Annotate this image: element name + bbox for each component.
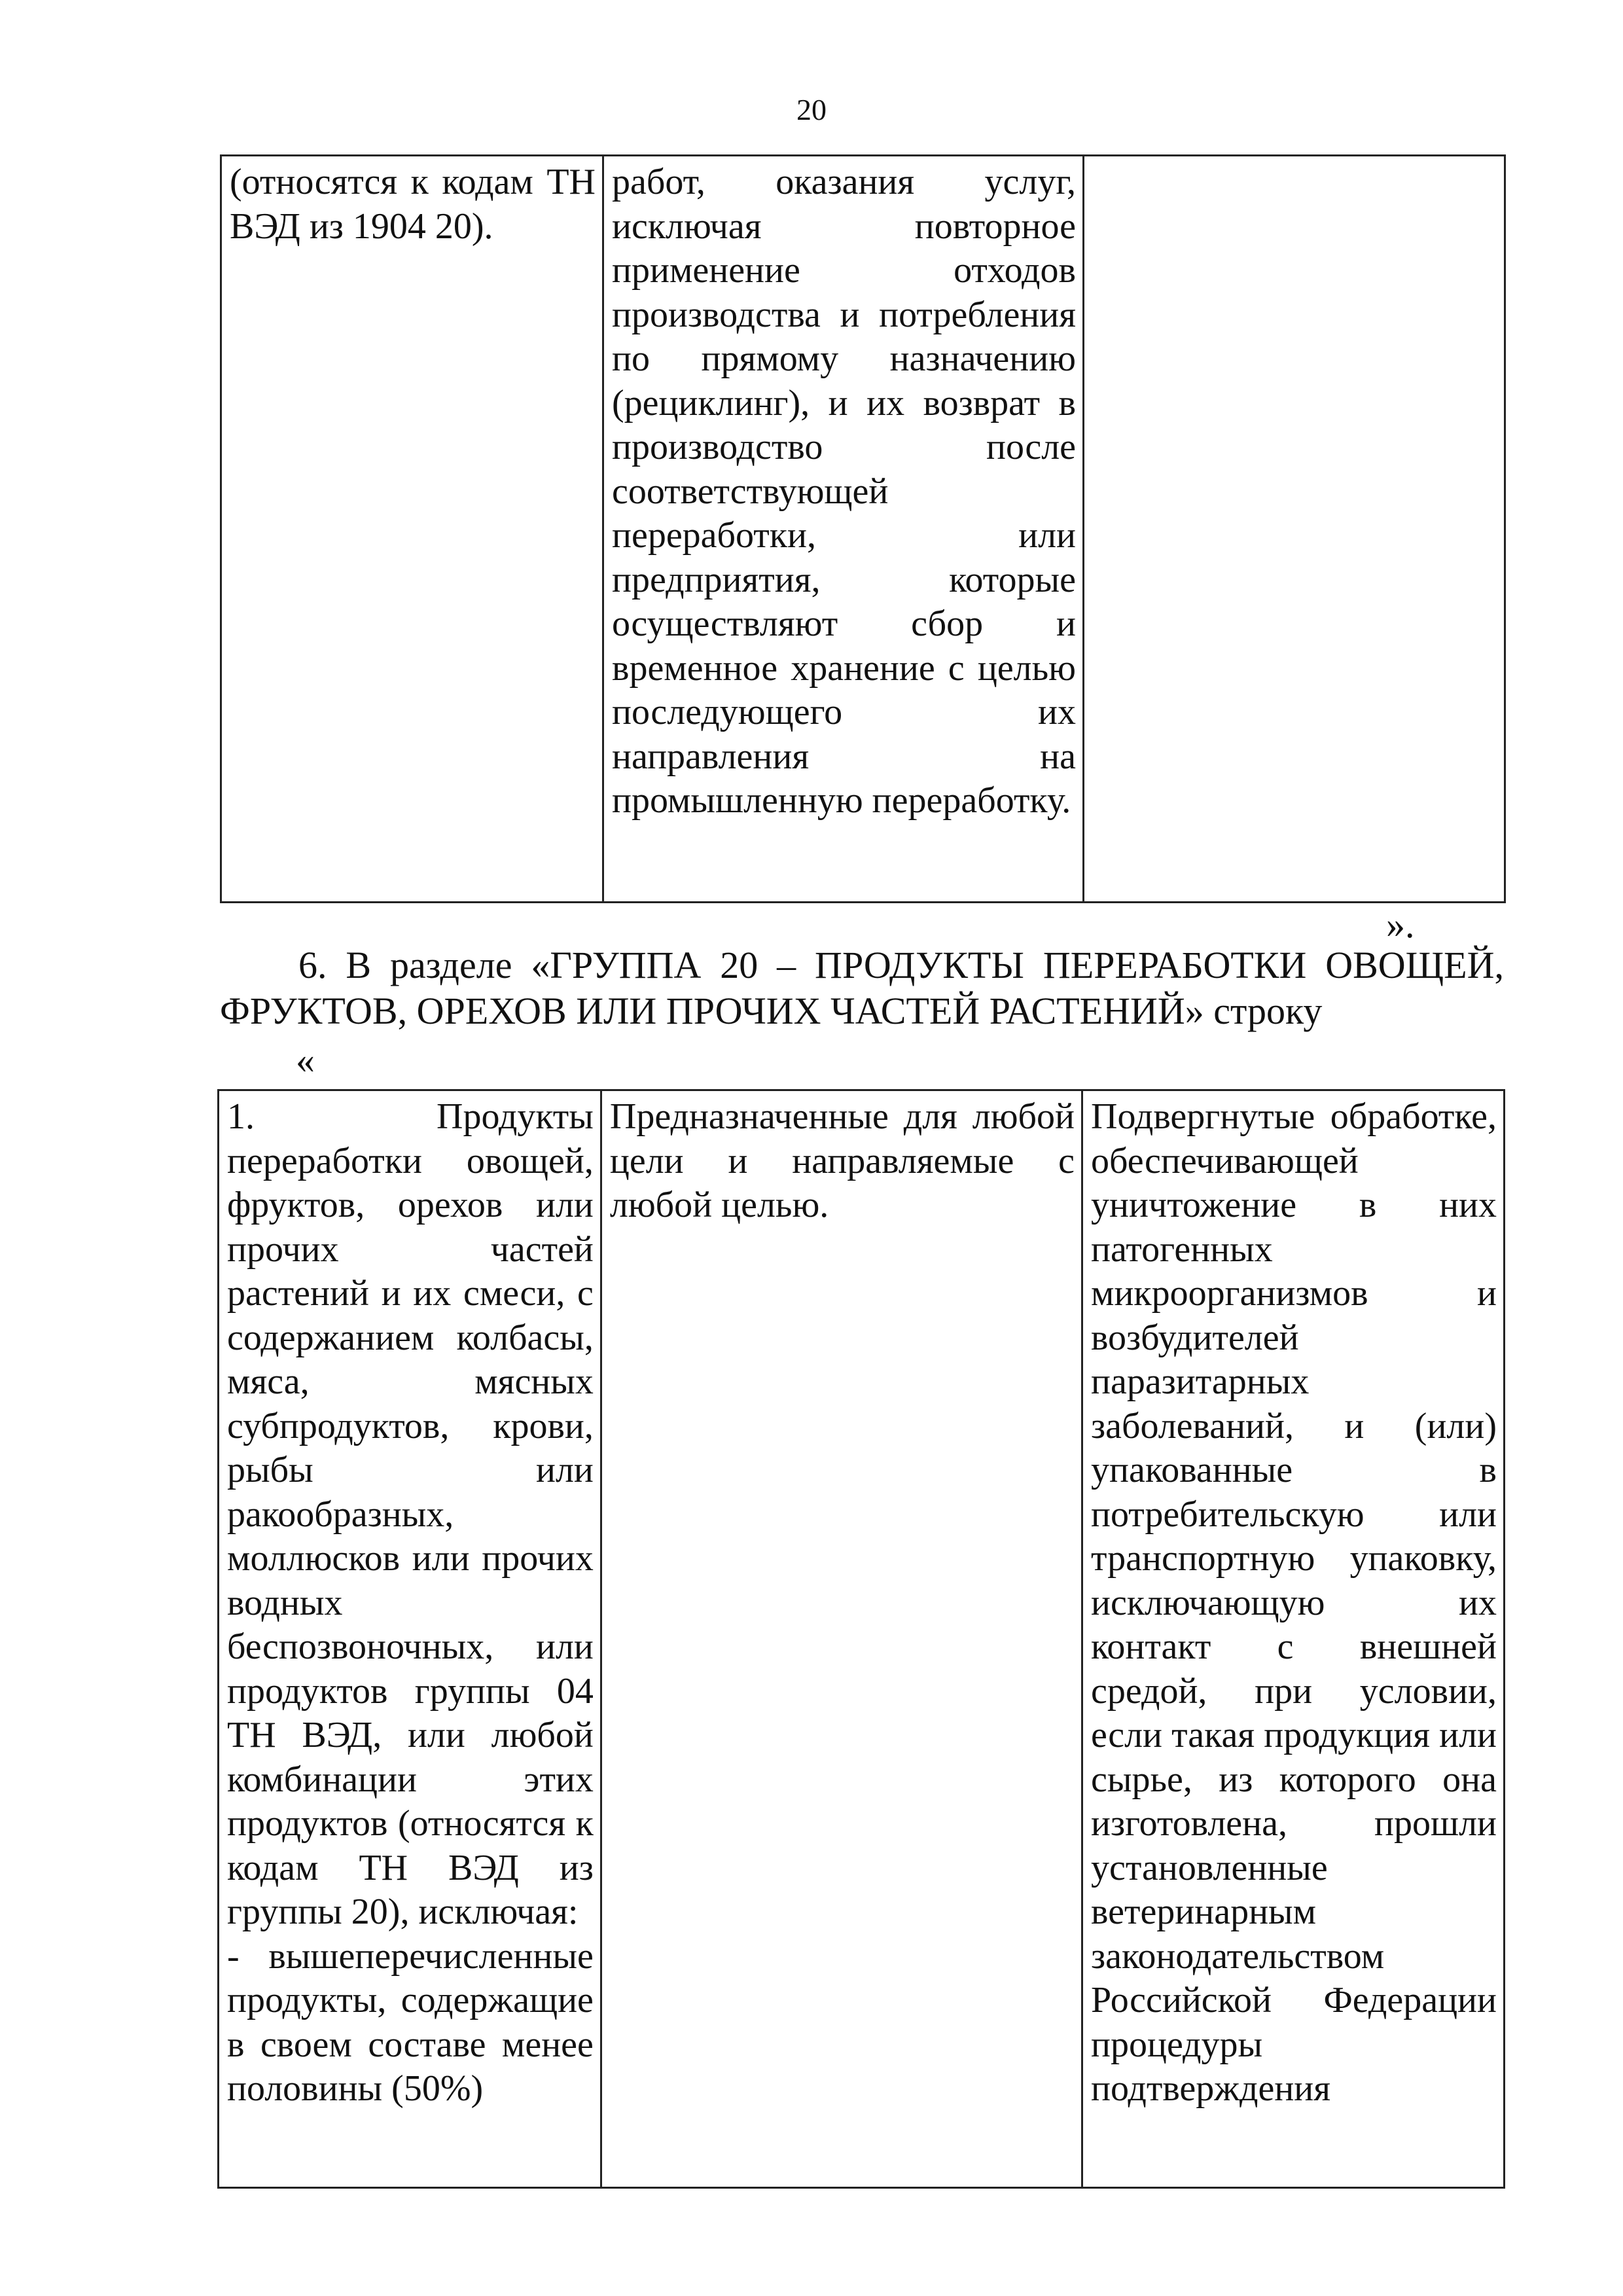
table-cell-conditions	[1084, 156, 1505, 903]
cell-text-purpose: Предназначенные для любой цели и направляемые с любой целью.	[609, 1096, 1075, 1225]
cell-text-product: (относятся к кодам ТН ВЭД из 1904 20).	[230, 162, 596, 247]
table-cell-conditions	[1082, 1090, 1505, 2188]
cell-text-conditions: Подвергнутые обработке, обеспечивающей уничтожение в них патогенных микроорганизмов и возбудителей паразитарных заболеваний, и (или) упакованные в потребительскую или транспортную упаковку, исключающую их контакт с внешней средой, при условии, если такая продукция или сырье, из которого она изготовлена, прошли установленные ветеринарным законодательством Российской Федерации процедуры подтверждения	[1091, 1096, 1497, 2109]
table-new-row	[217, 1089, 1505, 2189]
cell-text-purpose: работ, оказания услуг, исключая повторное применение отходов производства и потребления по прямому назначению (рециклинг), и их возврат в производство после соответствующей переработки, или предприятия, которые осуществляют сбор и временное хранение с целью последующего их направления на промышленную переработку.	[612, 162, 1076, 821]
cell-text-product: 1. Продукты переработки овощей, фруктов, орехов или прочих частей растений и их смеси, с содержанием колбасы, мяса, мясных субпродуктов, крови, рыбы или ракообразных, моллюсков или прочих водных беспозвоночных, или продуктов группы 04 ТН ВЭД, или любой комбинации этих продуктов (относятся к кодам ТН ВЭД из группы 20), исключая: - вышеперечисленные продукты, содержащие в своем составе менее половины (50%)	[227, 1096, 594, 2109]
table-row	[219, 1090, 1505, 2188]
closing-quote: ».	[1386, 903, 1415, 946]
table-row	[221, 156, 1505, 903]
opening-quote: «	[296, 1039, 315, 1081]
table-cell-product	[221, 156, 603, 903]
page-number: 20	[796, 93, 827, 126]
table-cell-purpose	[601, 1090, 1082, 2188]
table-cell-product	[219, 1090, 601, 2188]
section-paragraph: 6. В разделе «ГРУППА 20 – ПРОДУКТЫ ПЕРЕРАБОТКИ ОВОЩЕЙ, ФРУКТОВ, ОРЕХОВ ИЛИ ПРОЧИХ ЧАСТЕЙ РАСТЕНИЙ» строку	[220, 944, 1504, 1032]
table-continuation	[220, 154, 1506, 903]
table-cell-purpose	[603, 156, 1084, 903]
